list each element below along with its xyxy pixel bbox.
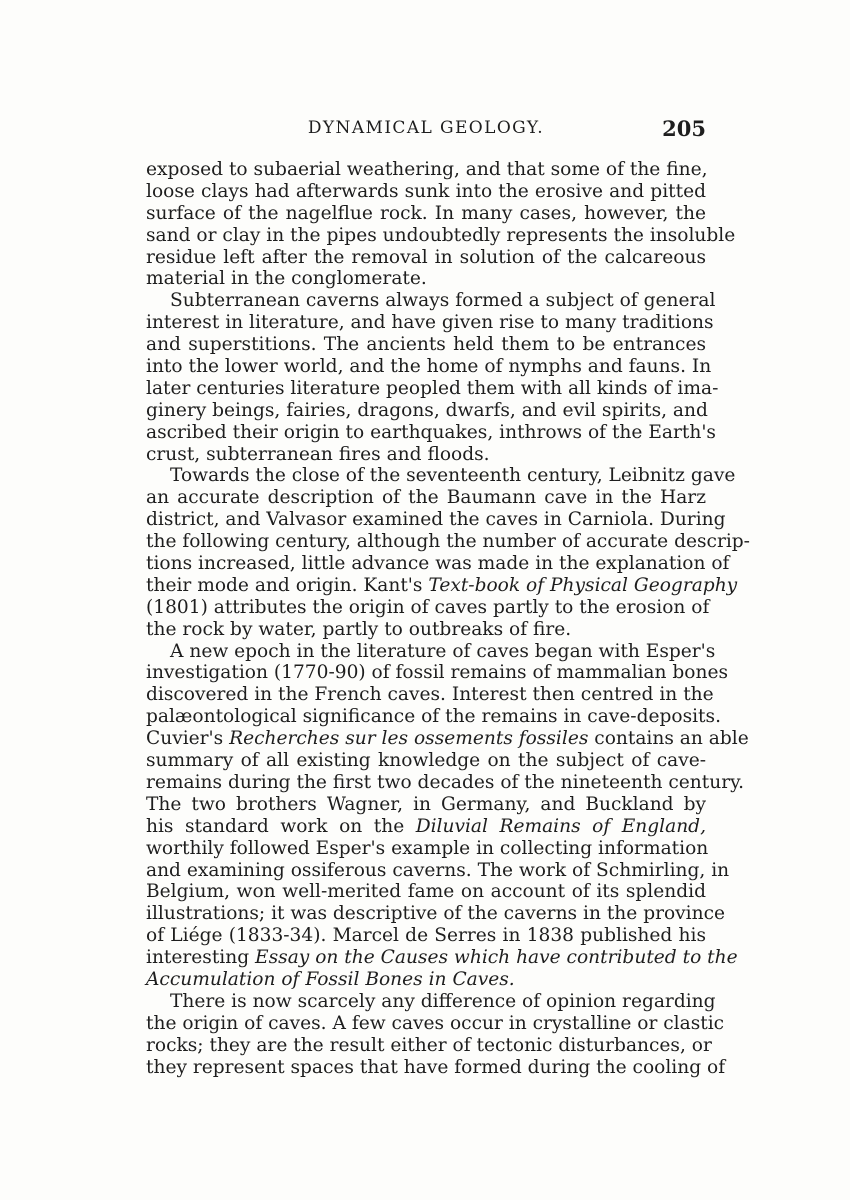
body-text	[146, 159, 750, 1078]
text-line: residue left after the removal in solution of the calcareous	[146, 246, 706, 268]
book-title: Essay on the Causes which have contributed to the	[255, 947, 738, 969]
text-line: into the lower world, and the home of nymphs and fauns. In	[146, 356, 712, 378]
text-line: discovered in the French caves. Interest then centred in the	[146, 684, 714, 706]
paragraph	[146, 159, 736, 290]
text-line	[146, 816, 706, 838]
text-line: (1801) attributes the origin of caves partly to the erosion of	[146, 596, 710, 618]
text-line	[146, 574, 738, 597]
paragraph	[146, 990, 726, 1079]
text-line: A new epoch in the literature of caves began with Esper's	[170, 640, 716, 662]
text-line: rocks; they are the result either of tectonic disturbances, or	[146, 1034, 712, 1056]
line-text: his standard work on the	[146, 815, 416, 837]
page-number: 205	[662, 116, 706, 141]
text-line: an accurate description of the Baumann cave in the Harz	[146, 487, 706, 509]
text-line: exposed to subaerial weathering, and that some of the fine,	[146, 159, 708, 180]
text-line: palæontological significance of the remains in cave-deposits.	[146, 706, 721, 728]
text-line: sand or clay in the pipes undoubtedly represents the insoluble	[146, 224, 736, 246]
text-line: they represent spaces that have formed during the cooling of	[146, 1056, 726, 1078]
running-head	[146, 116, 706, 146]
line-text: Cuvier's	[146, 728, 230, 750]
text-line: ginery beings, fairies, dragons, dwarfs, and evil spirits, and	[146, 399, 708, 421]
line-text: their mode and origin. Kant's	[146, 574, 429, 596]
text-line: ascribed their origin to earthquakes, inthrows of the Earth's	[146, 421, 716, 443]
text-line: Subterranean caverns always formed a subject of general	[170, 290, 716, 312]
paragraph	[146, 465, 750, 640]
text-line: crust, subterranean fires and floods.	[146, 443, 490, 465]
text-line: and examining ossiferous caverns. The work of Schmirling, in	[146, 859, 730, 881]
book-title: Text-book of Physical Geography	[428, 574, 738, 596]
line-text: interesting	[146, 947, 256, 969]
text-line: remains during the first two decades of the nineteenth century.	[146, 771, 745, 793]
text-line: Belgium, won well-merited fame on account of its splendid	[146, 881, 706, 903]
text-line: The two brothers Wagner, in Germany, and Buckland by	[146, 793, 706, 815]
text-line: tions increased, little advance was made in the explanation of	[146, 553, 730, 575]
text-line: the origin of caves. A few caves occur in crystalline or clastic	[146, 1012, 725, 1034]
running-title: DYNAMICAL GEOLOGY.	[307, 118, 545, 138]
text-line	[146, 728, 749, 750]
text-line: Towards the close of the seventeenth century, Leibnitz gave	[170, 465, 736, 487]
text-line: the rock by water, partly to outbreaks of fire.	[146, 618, 572, 640]
line-text: contains an able	[588, 728, 749, 750]
paragraph	[146, 290, 719, 465]
book-title: Recherches sur les ossements fossiles	[229, 728, 589, 750]
text-line: illustrations; it was descriptive of the caverns in the province	[146, 903, 726, 925]
text-line: district, and Valvasor examined the caves in Carniola. During	[146, 509, 726, 531]
text-line: surface of the nagelflue rock. In many cases, however, the	[146, 202, 706, 224]
text-line: material in the conglomerate.	[146, 268, 427, 290]
book-title: Accumulation of Fossil Bones in Caves.	[146, 968, 515, 990]
text-line: There is now scarcely any difference of opinion regarding	[170, 990, 716, 1012]
book-title: Diluvial Remains of England,	[415, 815, 706, 837]
paragraph	[146, 640, 749, 991]
text-line: investigation (1770-90) of fossil remains of mammalian bones	[146, 662, 729, 684]
text-line: and superstitions. The ancients held them to be entrances	[146, 334, 706, 356]
text-line: of Liége (1833-34). Marcel de Serres in 1838 published his	[146, 925, 706, 947]
text-line: the following century, although the number of accurate descrip-	[146, 531, 750, 553]
text-line	[146, 969, 706, 991]
text-line: loose clays had afterwards sunk into the erosive and pitted	[146, 180, 706, 202]
text-line: later centuries literature peopled them with all kinds of ima-	[146, 377, 719, 399]
text-line: worthily followed Esper's example in collecting information	[146, 837, 709, 859]
text-line: interest in literature, and have given rise to many traditions	[146, 312, 714, 334]
text-line	[146, 947, 738, 969]
text-line: summary of all existing knowledge on the subject of cave-	[146, 750, 706, 772]
